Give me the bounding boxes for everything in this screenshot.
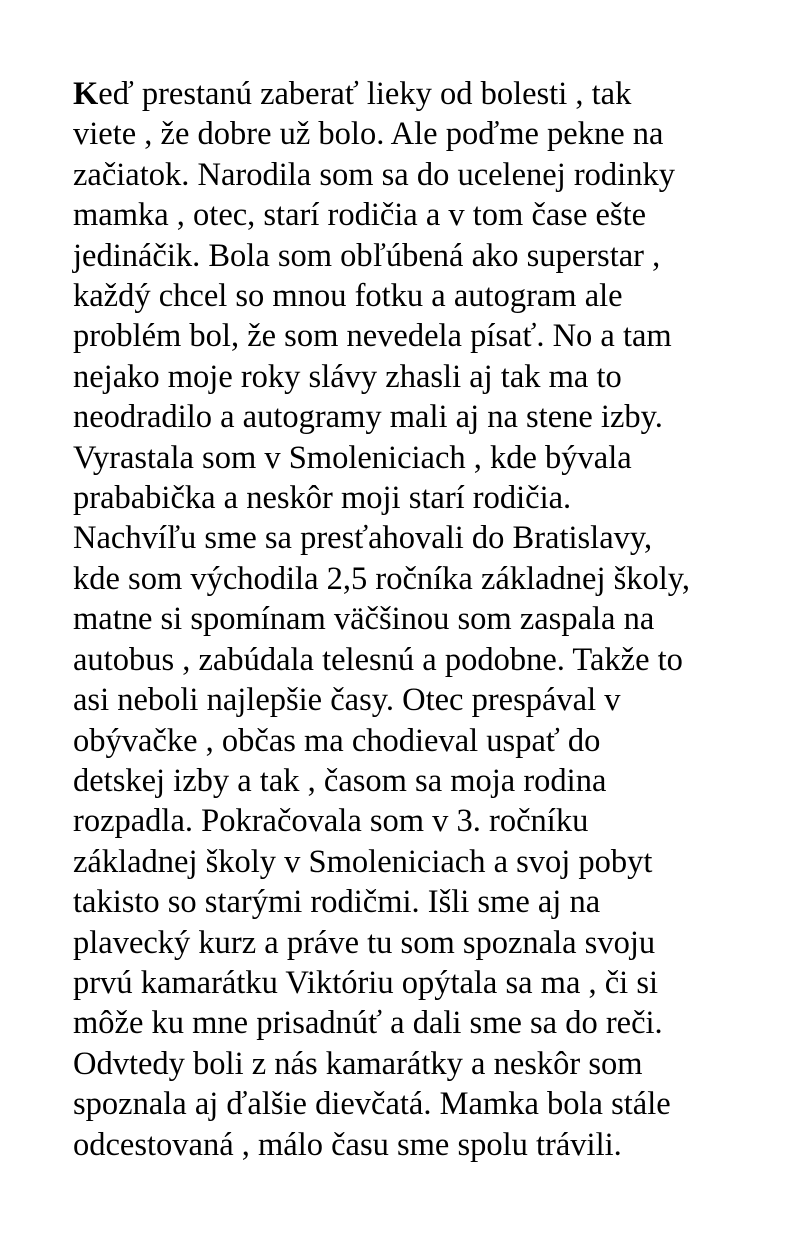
paragraph-line: detskej izby a tak , časom sa moja rodina [73,762,607,799]
paragraph-line: spoznala aj ďalšie dievčatá. Mamka bola stále [73,1086,671,1123]
paragraph-line: Odvtedy boli z nás kamarátky a neskôr som [73,1045,643,1082]
paragraph-line: plavecký kurz a práve tu som spoznala svoju [73,924,656,961]
paragraph-line: Vyrastala som v Smoleniciach , kde bývala [73,439,632,476]
paragraph-line: asi neboli najlepšie časy. Otec prespával v [73,682,621,719]
paragraph-line: Nachvíľu sme sa presťahovali do Bratislavy, [73,520,653,557]
paragraph-line: neodradilo a autogramy mali aj na stene izby. [73,399,663,436]
paragraph-line: kde som východila 2,5 ročníka základnej školy, [73,560,691,597]
paragraph-line: základnej školy v Smoleniciach a svoj pobyt [73,843,653,880]
bold-initial-letter: K [73,76,99,112]
paragraph-line: viete , že dobre už bolo. Ale poďme pekne na [73,116,664,153]
paragraph-line [73,74,763,114]
line-text: eď prestanú zaberať lieky od bolesti , tak [98,76,632,112]
paragraph-line: mamka , otec, starí rodičia a v tom čase ešte [73,197,647,234]
paragraph-line: odcestovaná , málo času sme spolu trávili. [73,1126,622,1163]
paragraph-line: matne si spomínam väčšinou som zaspala na [73,601,655,638]
paragraph-line: autobus , zabúdala telesnú a podobne. Takže to [73,641,683,678]
paragraph-line: nejako moje roky slávy zhasli aj tak ma to [73,358,622,395]
document-page [73,74,763,1165]
paragraph-line: prvú kamarátku Viktóriu opýtala sa ma , či si [73,964,659,1001]
paragraph-line: obývačke , občas ma chodieval uspať do [73,722,601,759]
paragraph-line: takisto so starými rodičmi. Išli sme aj na [73,884,601,921]
paragraph-line: môže ku mne prisadnúť a dali sme sa do reči. [73,1005,663,1042]
paragraph-line: začiatok. Narodila som sa do ucelenej rodinky [73,156,675,193]
paragraph-line: jedináčik. Bola som obľúbená ako superstar , [73,237,661,274]
document-paragraph [73,74,763,1165]
paragraph-line: prababička a neskôr moji starí rodičia. [73,480,572,517]
paragraph-line: každý chcel so mnou fotku a autogram ale [73,278,623,315]
paragraph-line: problém bol, že som nevedela písať. No a tam [73,318,672,355]
paragraph-line: rozpadla. Pokračovala som v 3. ročníku [73,803,589,840]
